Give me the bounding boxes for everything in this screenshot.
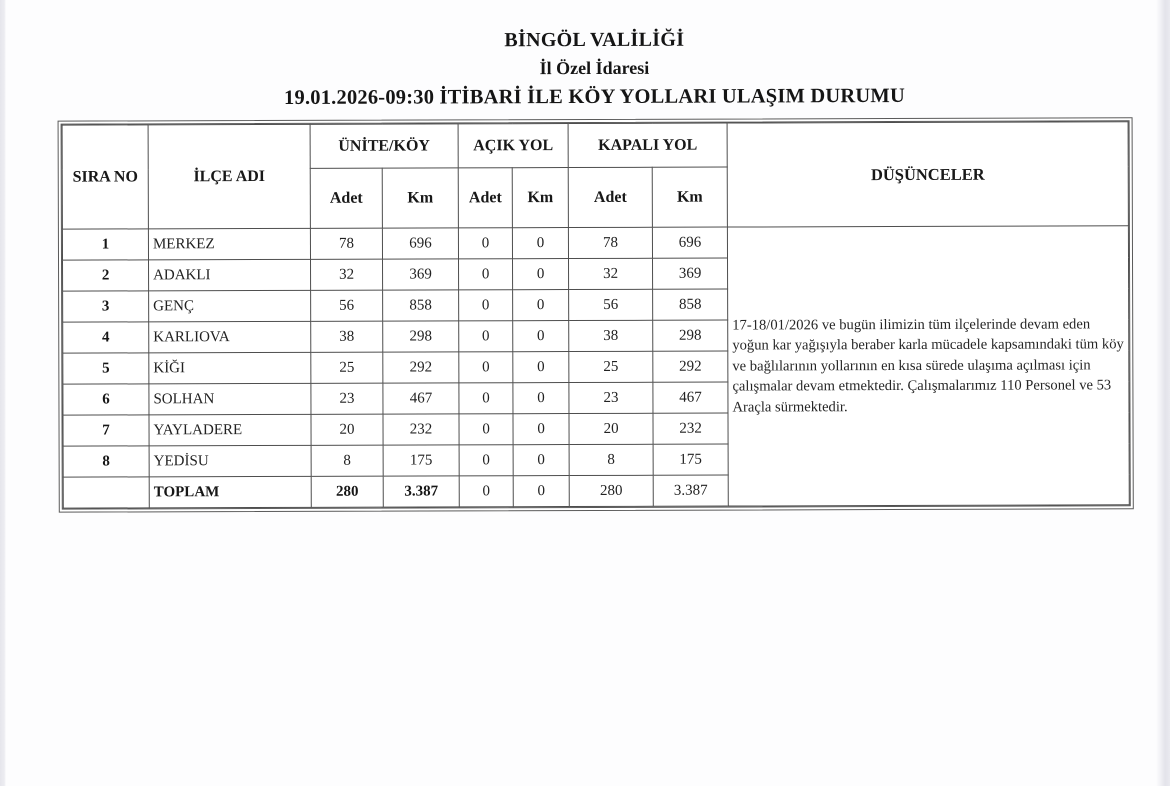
cell-unite-adet: 78 bbox=[310, 228, 382, 259]
cell-ilce: MERKEZ bbox=[148, 228, 310, 260]
cell-ilce: YAYLADERE bbox=[149, 414, 311, 446]
cell-acik-adet: 0 bbox=[459, 445, 513, 476]
col-header-acik-km: Km bbox=[512, 168, 568, 228]
cell-acik-adet: 0 bbox=[459, 352, 513, 383]
cell-unite-km: 696 bbox=[382, 228, 458, 259]
total-kapali-adet: 280 bbox=[569, 475, 653, 506]
report-title: 19.01.2026-09:30 İTİBARİ İLE KÖY YOLLARI ULAŞIM DURUMU bbox=[284, 84, 905, 109]
col-group-kapali-yol: KAPALI YOL bbox=[568, 123, 727, 167]
cell-unite-km: 298 bbox=[383, 321, 459, 352]
total-acik-adet: 0 bbox=[459, 476, 513, 507]
cell-unite-adet: 23 bbox=[311, 383, 383, 414]
cell-ilce: ADAKLI bbox=[149, 259, 311, 291]
cell-sira: 7 bbox=[63, 415, 149, 446]
cell-kapali-km: 696 bbox=[652, 227, 727, 258]
cell-kapali-km: 298 bbox=[653, 320, 728, 351]
cell-kapali-km: 467 bbox=[653, 382, 728, 413]
table-row-merkez bbox=[62, 226, 1128, 260]
col-header-sira-no: SIRA NO bbox=[62, 125, 148, 229]
cell-ilce: SOLHAN bbox=[149, 383, 311, 415]
cell-kapali-adet: 23 bbox=[569, 382, 653, 413]
cell-acik-adet: 0 bbox=[458, 228, 512, 259]
cell-kapali-km: 232 bbox=[653, 413, 728, 444]
cell-kapali-km: 858 bbox=[653, 289, 728, 320]
cell-sira: 5 bbox=[63, 353, 149, 384]
col-header-acik-adet: Adet bbox=[458, 168, 512, 228]
cell-acik-adet: 0 bbox=[459, 414, 513, 445]
cell-unite-adet: 38 bbox=[311, 321, 383, 352]
cell-kapali-km: 175 bbox=[653, 444, 728, 475]
cell-unite-adet: 8 bbox=[311, 445, 383, 476]
photo-right-edge bbox=[1156, 0, 1170, 786]
cell-sira: 1 bbox=[62, 229, 148, 260]
cell-kapali-adet: 20 bbox=[569, 413, 653, 444]
col-header-kapali-adet: Adet bbox=[568, 167, 652, 227]
cell-unite-adet: 20 bbox=[311, 414, 383, 445]
total-kapali-km: 3.387 bbox=[653, 475, 728, 506]
col-group-acik-yol: AÇIK YOL bbox=[458, 124, 568, 168]
cell-ilce: YEDİSU bbox=[149, 445, 311, 477]
cell-unite-adet: 25 bbox=[311, 352, 383, 383]
total-unite-km: 3.387 bbox=[383, 476, 459, 507]
cell-acik-adet: 0 bbox=[459, 259, 513, 290]
cell-unite-km: 467 bbox=[383, 383, 459, 414]
cell-unite-km: 292 bbox=[383, 352, 459, 383]
cell-sira: 4 bbox=[63, 322, 149, 353]
cell-kapali-km: 369 bbox=[653, 258, 728, 289]
cell-unite-km: 369 bbox=[383, 259, 459, 290]
header-group-row bbox=[62, 122, 1128, 169]
col-header-kapali-km: Km bbox=[652, 167, 727, 227]
cell-kapali-adet: 38 bbox=[569, 320, 653, 351]
cell-kapali-adet: 32 bbox=[569, 258, 653, 289]
cell-sira: 6 bbox=[63, 384, 149, 415]
total-label: TOPLAM bbox=[149, 476, 311, 508]
org-subtitle: İl Özel İdaresi bbox=[539, 57, 650, 79]
cell-sira: 8 bbox=[63, 446, 149, 477]
cell-ilce: GENÇ bbox=[149, 290, 311, 322]
col-header-unite-km: Km bbox=[382, 168, 458, 228]
org-title: BİNGÖL VALİLİĞİ bbox=[504, 28, 685, 52]
cell-kapali-adet: 56 bbox=[569, 289, 653, 320]
total-unite-adet: 280 bbox=[311, 476, 383, 507]
cell-acik-km: 0 bbox=[513, 259, 569, 290]
cell-sira-empty bbox=[63, 477, 149, 508]
cell-acik-adet: 0 bbox=[459, 321, 513, 352]
cell-acik-km: 0 bbox=[513, 445, 569, 476]
cell-sira: 3 bbox=[63, 291, 149, 322]
road-status-table-frame bbox=[58, 117, 1134, 512]
report-header bbox=[57, 24, 1131, 113]
cell-acik-km: 0 bbox=[513, 414, 569, 445]
cell-unite-km: 175 bbox=[383, 445, 459, 476]
cell-acik-km: 0 bbox=[513, 290, 569, 321]
col-header-unite-adet: Adet bbox=[310, 168, 382, 228]
cell-kapali-km: 292 bbox=[653, 351, 728, 382]
cell-acik-km: 0 bbox=[513, 352, 569, 383]
cell-unite-km: 232 bbox=[383, 414, 459, 445]
cell-unite-km: 858 bbox=[383, 290, 459, 321]
road-status-table bbox=[62, 121, 1130, 508]
cell-unite-adet: 32 bbox=[311, 259, 383, 290]
cell-unite-adet: 56 bbox=[311, 290, 383, 321]
notes-cell: 17-18/01/2026 ve bugün ilimizin tüm ilçelerinde devam eden yoğun kar yağışıyla beraber karla mücadele kapsamındaki tüm köy ve bağlılarının yollarının en kısa sürede ulaşıma açılması için çalışmalar devam etmektedir. Çalışmalarımız 110 Personel ve 53 Araçla sürmektedir. bbox=[727, 226, 1129, 506]
cell-kapali-adet: 8 bbox=[569, 444, 653, 475]
cell-acik-km: 0 bbox=[513, 383, 569, 414]
cell-kapali-adet: 25 bbox=[569, 351, 653, 382]
cell-acik-km: 0 bbox=[513, 321, 569, 352]
col-group-unite-koy: ÜNİTE/KÖY bbox=[310, 124, 458, 168]
cell-ilce: KARLIOVA bbox=[149, 321, 311, 353]
cell-acik-adet: 0 bbox=[459, 290, 513, 321]
col-header-dusunceler: DÜŞÜNCELER bbox=[727, 122, 1128, 227]
cell-ilce: KİĞI bbox=[149, 352, 311, 384]
cell-sira: 2 bbox=[63, 260, 149, 291]
cell-acik-adet: 0 bbox=[459, 383, 513, 414]
total-acik-km: 0 bbox=[513, 476, 569, 507]
photo-left-edge bbox=[0, 0, 6, 786]
cell-kapali-adet: 78 bbox=[568, 227, 652, 258]
cell-acik-km: 0 bbox=[512, 228, 568, 259]
col-header-ilce-adi: İLÇE ADI bbox=[148, 124, 310, 229]
